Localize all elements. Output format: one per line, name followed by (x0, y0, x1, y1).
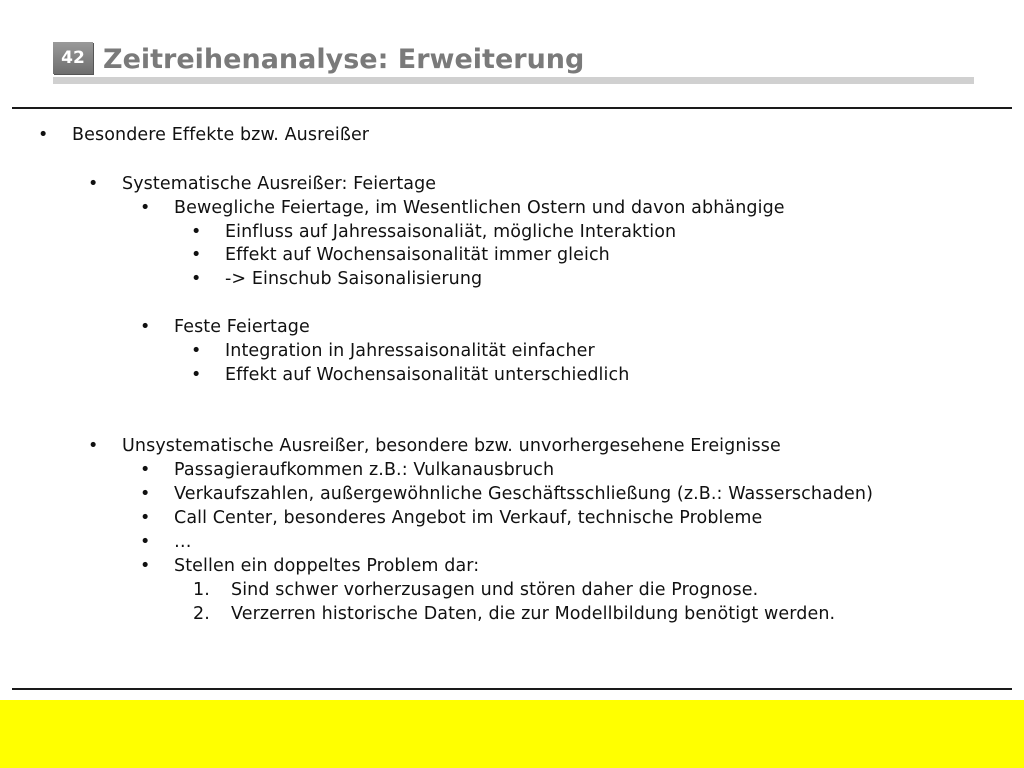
bullet-icon: • (140, 460, 151, 480)
top-divider (12, 107, 1012, 109)
bottom-divider (12, 688, 1012, 690)
bullet-level1: • Besondere Effekte bzw. Ausreißer (38, 125, 370, 145)
bullet-fixed-holidays: • Feste Feiertage (140, 317, 310, 337)
list-item: • Stellen ein doppeltes Problem dar: (140, 556, 480, 576)
bullet-icon: • (140, 484, 151, 504)
bullet-icon: • (88, 436, 99, 456)
bullet-icon: • (140, 556, 151, 576)
bullet-icon: • (140, 198, 151, 218)
bullet-systematic: • Systematische Ausreißer: Feiertage (88, 174, 437, 194)
bullet-movable-holidays: • Bewegliche Feiertage, im Wesentlichen Ostern und davon abhängige (140, 198, 785, 218)
numbered-item: 1. Sind schwer vorherzusagen und stören daher die Prognose. (193, 580, 759, 600)
list-item: • Verkaufszahlen, außergewöhnliche Geschäftsschließung (z.B.: Wasserschaden) (140, 484, 874, 504)
bullet-icon: • (191, 222, 202, 242)
bullet-icon: • (191, 341, 202, 361)
footer-band (0, 700, 1024, 768)
list-item: • Effekt auf Wochensaisonalität unterschiedlich (191, 365, 630, 385)
bullet-icon: • (38, 125, 49, 145)
bullet-icon: • (140, 532, 151, 552)
bullet-icon: • (191, 365, 202, 385)
list-item: • Effekt auf Wochensaisonalität immer gleich (191, 245, 610, 265)
bullet-icon: • (140, 508, 151, 528)
numbered-item: 2. Verzerren historische Daten, die zur Modellbildung benötigt werden. (193, 604, 836, 624)
list-item: • Call Center, besonderes Angebot im Verkauf, technische Probleme (140, 508, 763, 528)
bullet-icon: • (191, 269, 202, 289)
list-item: • Einfluss auf Jahressaisonaliät, mögliche Interaktion (191, 222, 677, 242)
list-item: • Integration in Jahressaisonalität einfacher (191, 341, 595, 361)
bullet-unsystematic: • Unsystematische Ausreißer, besondere bzw. unvorhergesehene Ereignisse (88, 436, 781, 456)
list-item: • Passagieraufkommen z.B.: Vulkanausbruch (140, 460, 555, 480)
list-item: • -> Einschub Saisonalisierung (191, 269, 483, 289)
list-item: • … (140, 532, 192, 552)
bullet-icon: • (88, 174, 99, 194)
bullet-icon: • (191, 245, 202, 265)
bullet-icon: • (140, 317, 151, 337)
slide-number-badge: 42 (53, 42, 93, 74)
slide-title: Zeitreihenanalyse: Erweiterung (103, 44, 585, 75)
title-underline-bar (53, 77, 974, 84)
